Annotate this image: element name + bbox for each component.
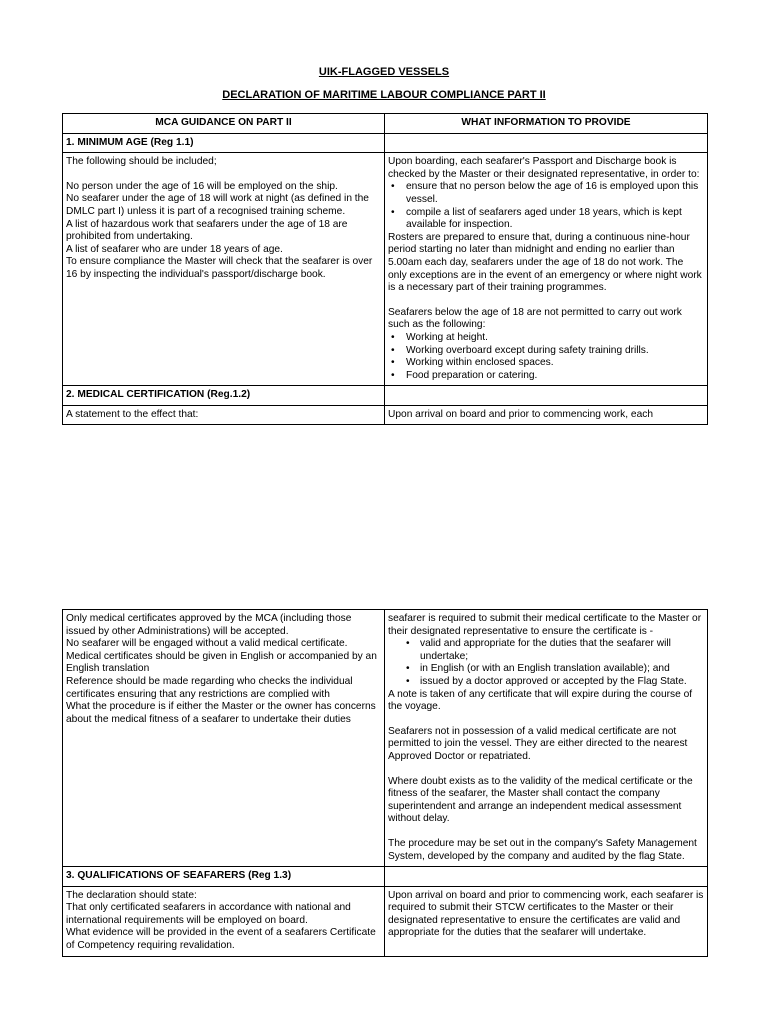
list-item: • in English (or with an English translation available); and xyxy=(420,663,704,676)
guidance-line: No person under the age of 16 will be employed on the ship. xyxy=(66,180,338,192)
list-item: • valid and appropriate for the duties that the seafarer will undertake; xyxy=(420,638,704,663)
section2-heading-empty xyxy=(385,386,708,406)
section1-info xyxy=(385,153,708,386)
info-paragraph: A note is taken of any certificate that will expire during the course of the voyage. xyxy=(388,688,693,713)
table-header-row xyxy=(63,114,708,134)
section2-info-intro: Upon arrival on board and prior to commencing work, each xyxy=(385,405,708,425)
table-row xyxy=(63,610,708,867)
info-paragraph: Rosters are prepared to ensure that, during a continuous nine-hour period starting no later than midnight and ending no earlier than 5.00am each day, seafarers under the age of 18 do not work. The only exceptions are in the event of an emergency or where night work is a necessary part of their training programmes. xyxy=(388,231,702,294)
compliance-table-part1 xyxy=(62,113,708,425)
list-item: • Working within enclosed spaces. xyxy=(406,357,704,370)
guidance-line: Medical certificates should be given in English or accompanied by an English translation xyxy=(66,650,377,675)
section-heading-row xyxy=(63,386,708,406)
list-item: • ensure that no person below the age of 16 is employed upon this vessel. xyxy=(406,181,704,206)
header-info: WHAT INFORMATION TO PROVIDE xyxy=(385,114,708,134)
document-title: UIK-FLAGGED VESSELS xyxy=(318,66,450,78)
guidance-line: Only medical certificates approved by the MCA (including those issued by other Administrations) will be accepted. xyxy=(66,613,352,637)
guidance-line: No seafarer will be engaged without a valid medical certificate. xyxy=(66,638,348,650)
section3-heading: 3. QUALIFICATIONS OF SEAFARERS (Reg 1.3) xyxy=(63,867,385,887)
guidance-line: A list of seafarer who are under 18 years of age. xyxy=(66,243,283,255)
guidance-line: A list of hazardous work that seafarers under the age of 18 are prohibited from undertaking. xyxy=(66,218,348,243)
info-paragraph: Seafarers not in possession of a valid medical certificate are not permitted to join the vessel. They are either directed to the nearest Approved Doctor or repatriated. xyxy=(388,725,688,762)
info-paragraph: Where doubt exists as to the validity of the medical certificate or the fitness of the seafarer, the Master shall contact the company superintendent and arrange an independent medical assessment without delay. xyxy=(388,775,693,825)
info-paragraph: seafarer is required to submit their medical certificate to the Master or their designated representative to ensure the certificate is - xyxy=(388,613,702,637)
guidance-line: What evidence will be provided in the event of a seafarers Certificate of Competency requiring revalidation. xyxy=(66,927,376,952)
guidance-line: To ensure compliance the Master will check that the seafarer is over 16 by inspecting the individual's passport/discharge book. xyxy=(66,256,373,280)
guidance-line: That only certificated seafarers in accordance with national and international requirements will be employed on board. xyxy=(66,902,351,926)
header-guidance: MCA GUIDANCE ON PART II xyxy=(63,114,385,134)
section1-heading-empty xyxy=(385,133,708,153)
table-row xyxy=(63,886,708,956)
list-item: • Food preparation or catering. xyxy=(406,370,704,383)
info-paragraph: Upon boarding, each seafarer's Passport and Discharge book is checked by the Master or their designated representative, in order to: xyxy=(388,156,700,180)
section2-guidance-intro: A statement to the effect that: xyxy=(63,405,385,425)
info-paragraph: Seafarers below the age of 18 are not permitted to carry out work such as the following: xyxy=(388,306,682,331)
section-heading-row xyxy=(63,867,708,887)
section-heading-row xyxy=(63,133,708,153)
guidance-line: No seafarer under the age of 18 will work at night (as defined in the DMLC part I) unless it is part of a recognised training scheme. xyxy=(66,193,369,217)
guidance-line: The declaration should state: xyxy=(66,889,197,901)
list-item: • compile a list of seafarers aged under 18 years, which is kept available for inspection. xyxy=(406,207,704,232)
info-bullet-list xyxy=(388,181,704,231)
list-item: • Working overboard except during safety training drills. xyxy=(406,345,704,358)
section3-info: Upon arrival on board and prior to commencing work, each seafarer is required to submit their STCW certificates to the Master or their designated representative to ensure the certificates are valid and appropriate for the duties that the seafarer will undertake. xyxy=(385,886,708,956)
document-subtitle: DECLARATION OF MARITIME LABOUR COMPLIANCE PART II xyxy=(222,89,546,101)
table-row xyxy=(63,405,708,425)
section1-heading: 1. MINIMUM AGE (Reg 1.1) xyxy=(63,133,385,153)
guidance-line: Reference should be made regarding who checks the individual certificates ensuring that any restrictions are complied with xyxy=(66,675,353,700)
guidance-line: What the procedure is if either the Master or the owner has concerns about the medical fitness of a seafarer to undertake their duties xyxy=(66,701,376,725)
section2-heading: 2. MEDICAL CERTIFICATION (Reg.1.2) xyxy=(63,386,385,406)
list-item: • issued by a doctor approved or accepted by the Flag State. xyxy=(420,676,704,689)
section1-guidance xyxy=(63,153,385,386)
compliance-table-part2 xyxy=(62,609,708,957)
section2-info-cont xyxy=(385,610,708,867)
info-paragraph: The procedure may be set out in the company's Safety Management System, developed by the company and audited by the flag State. xyxy=(388,837,697,862)
table-row xyxy=(63,153,708,386)
list-item: • Working at height. xyxy=(406,332,704,345)
section3-guidance xyxy=(63,886,385,956)
info-bullet-list xyxy=(388,332,704,382)
section2-guidance-cont xyxy=(63,610,385,867)
guidance-intro: The following should be included; xyxy=(66,156,217,168)
section3-heading-empty xyxy=(385,867,708,887)
info-bullet-list xyxy=(388,638,704,688)
